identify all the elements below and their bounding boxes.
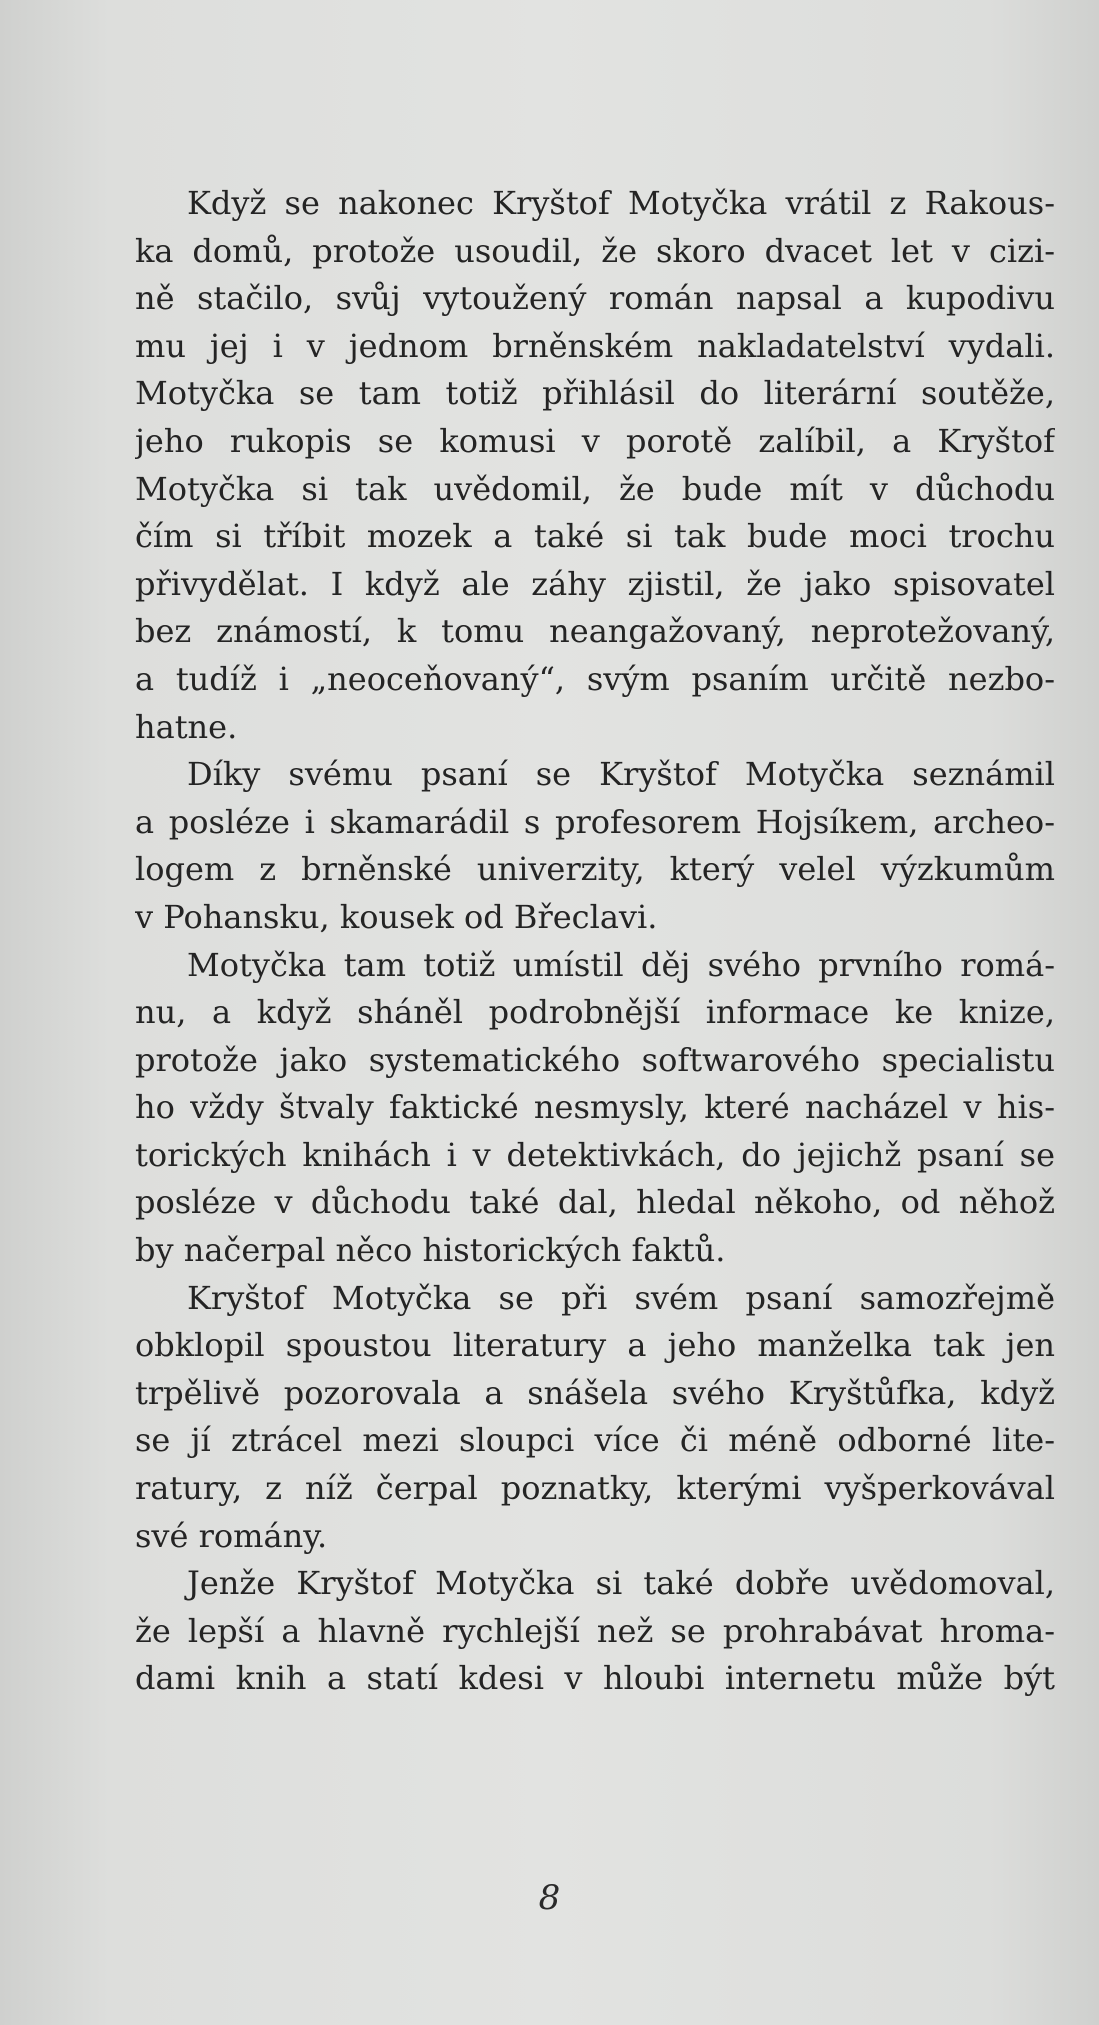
text-line: logem z brněnské univerzity, který velel výzkumům [135,850,1055,889]
text-line: a tudíž i „neoceňovaný“, svým psaním určitě nezbo- [135,659,1055,698]
text-line: by načerpal něco historických faktů. [135,1231,726,1270]
text-line: nu, a když sháněl podrobnější informace ke knize, [135,993,1055,1032]
text-line: Motyčka tam totiž umístil děj svého prvního romá- [187,945,1055,984]
text-line: ratury, z níž čerpal poznatky, kterými vyšperkovával [135,1469,1055,1508]
text-line: v Pohansku, kousek od Břeclavi. [135,897,658,936]
text-line: hatne. [135,707,238,746]
text-line: Kryštof Motyčka se při svém psaní samozřejmě [187,1278,1055,1317]
text-line: Díky svému psaní se Kryštof Motyčka seznámil [187,755,1055,794]
text-line: přivydělat. I když ale záhy zjistil, že jako spisovatel [135,564,1055,603]
text-line: Motyčka si tak uvědomil, že bude mít v důchodu [135,469,1055,508]
text-line: Když se nakonec Kryštof Motyčka vrátil z Rakous- [187,184,1055,222]
text-line: své romány. [135,1516,328,1555]
text-line: ho vždy štvaly faktické nesmysly, které nacházel v his- [135,1088,1055,1127]
text-line: se jí ztrácel mezi sloupci více či méně odborné lite- [135,1421,1055,1460]
text-line: torických knihách i v detektivkách, do jejichž psaní se [135,1135,1055,1174]
page-number: 8 [538,1878,561,1918]
text-line: trpělivě pozorovala a snášela svého Kryštůfka, když [135,1373,1055,1412]
text-line: že lepší a hlavně rychlejší než se prohrabávat hroma- [135,1611,1055,1650]
text-line: Jenže Kryštof Motyčka si také dobře uvědomoval, [187,1564,1055,1603]
text-line: ka domů, protože usoudil, že skoro dvacet let v cizi- [135,231,1055,270]
text-line: čím si tříbit mozek a také si tak bude moci trochu [135,517,1055,556]
text-line: protože jako systematického softwarového specialistu [135,1040,1055,1079]
text-line: posléze v důchodu také dal, hledal někoho, od něhož [135,1183,1055,1222]
text-line: dami knih a statí kdesi v hloubi internetu může být [135,1659,1055,1698]
body-text [135,180,1055,1703]
text-line: obklopil spoustou literatury a jeho manželka tak jen [135,1326,1055,1365]
text-line: Motyčka se tam totiž přihlásil do literární soutěže, [135,374,1055,413]
text-line: jeho rukopis se komusi v porotě zalíbil, a Kryštof [135,421,1055,460]
text-line: a posléze i skamarádil s profesorem Hojsíkem, archeo- [135,802,1055,841]
text-line: bez známostí, k tomu neangažovaný, neprotežovaný, [135,612,1055,651]
text-line: mu jej i v jednom brněnském nakladatelství vydali. [135,326,1055,365]
text-line: ně stačilo, svůj vytoužený román napsal a kupodivu [135,279,1055,318]
